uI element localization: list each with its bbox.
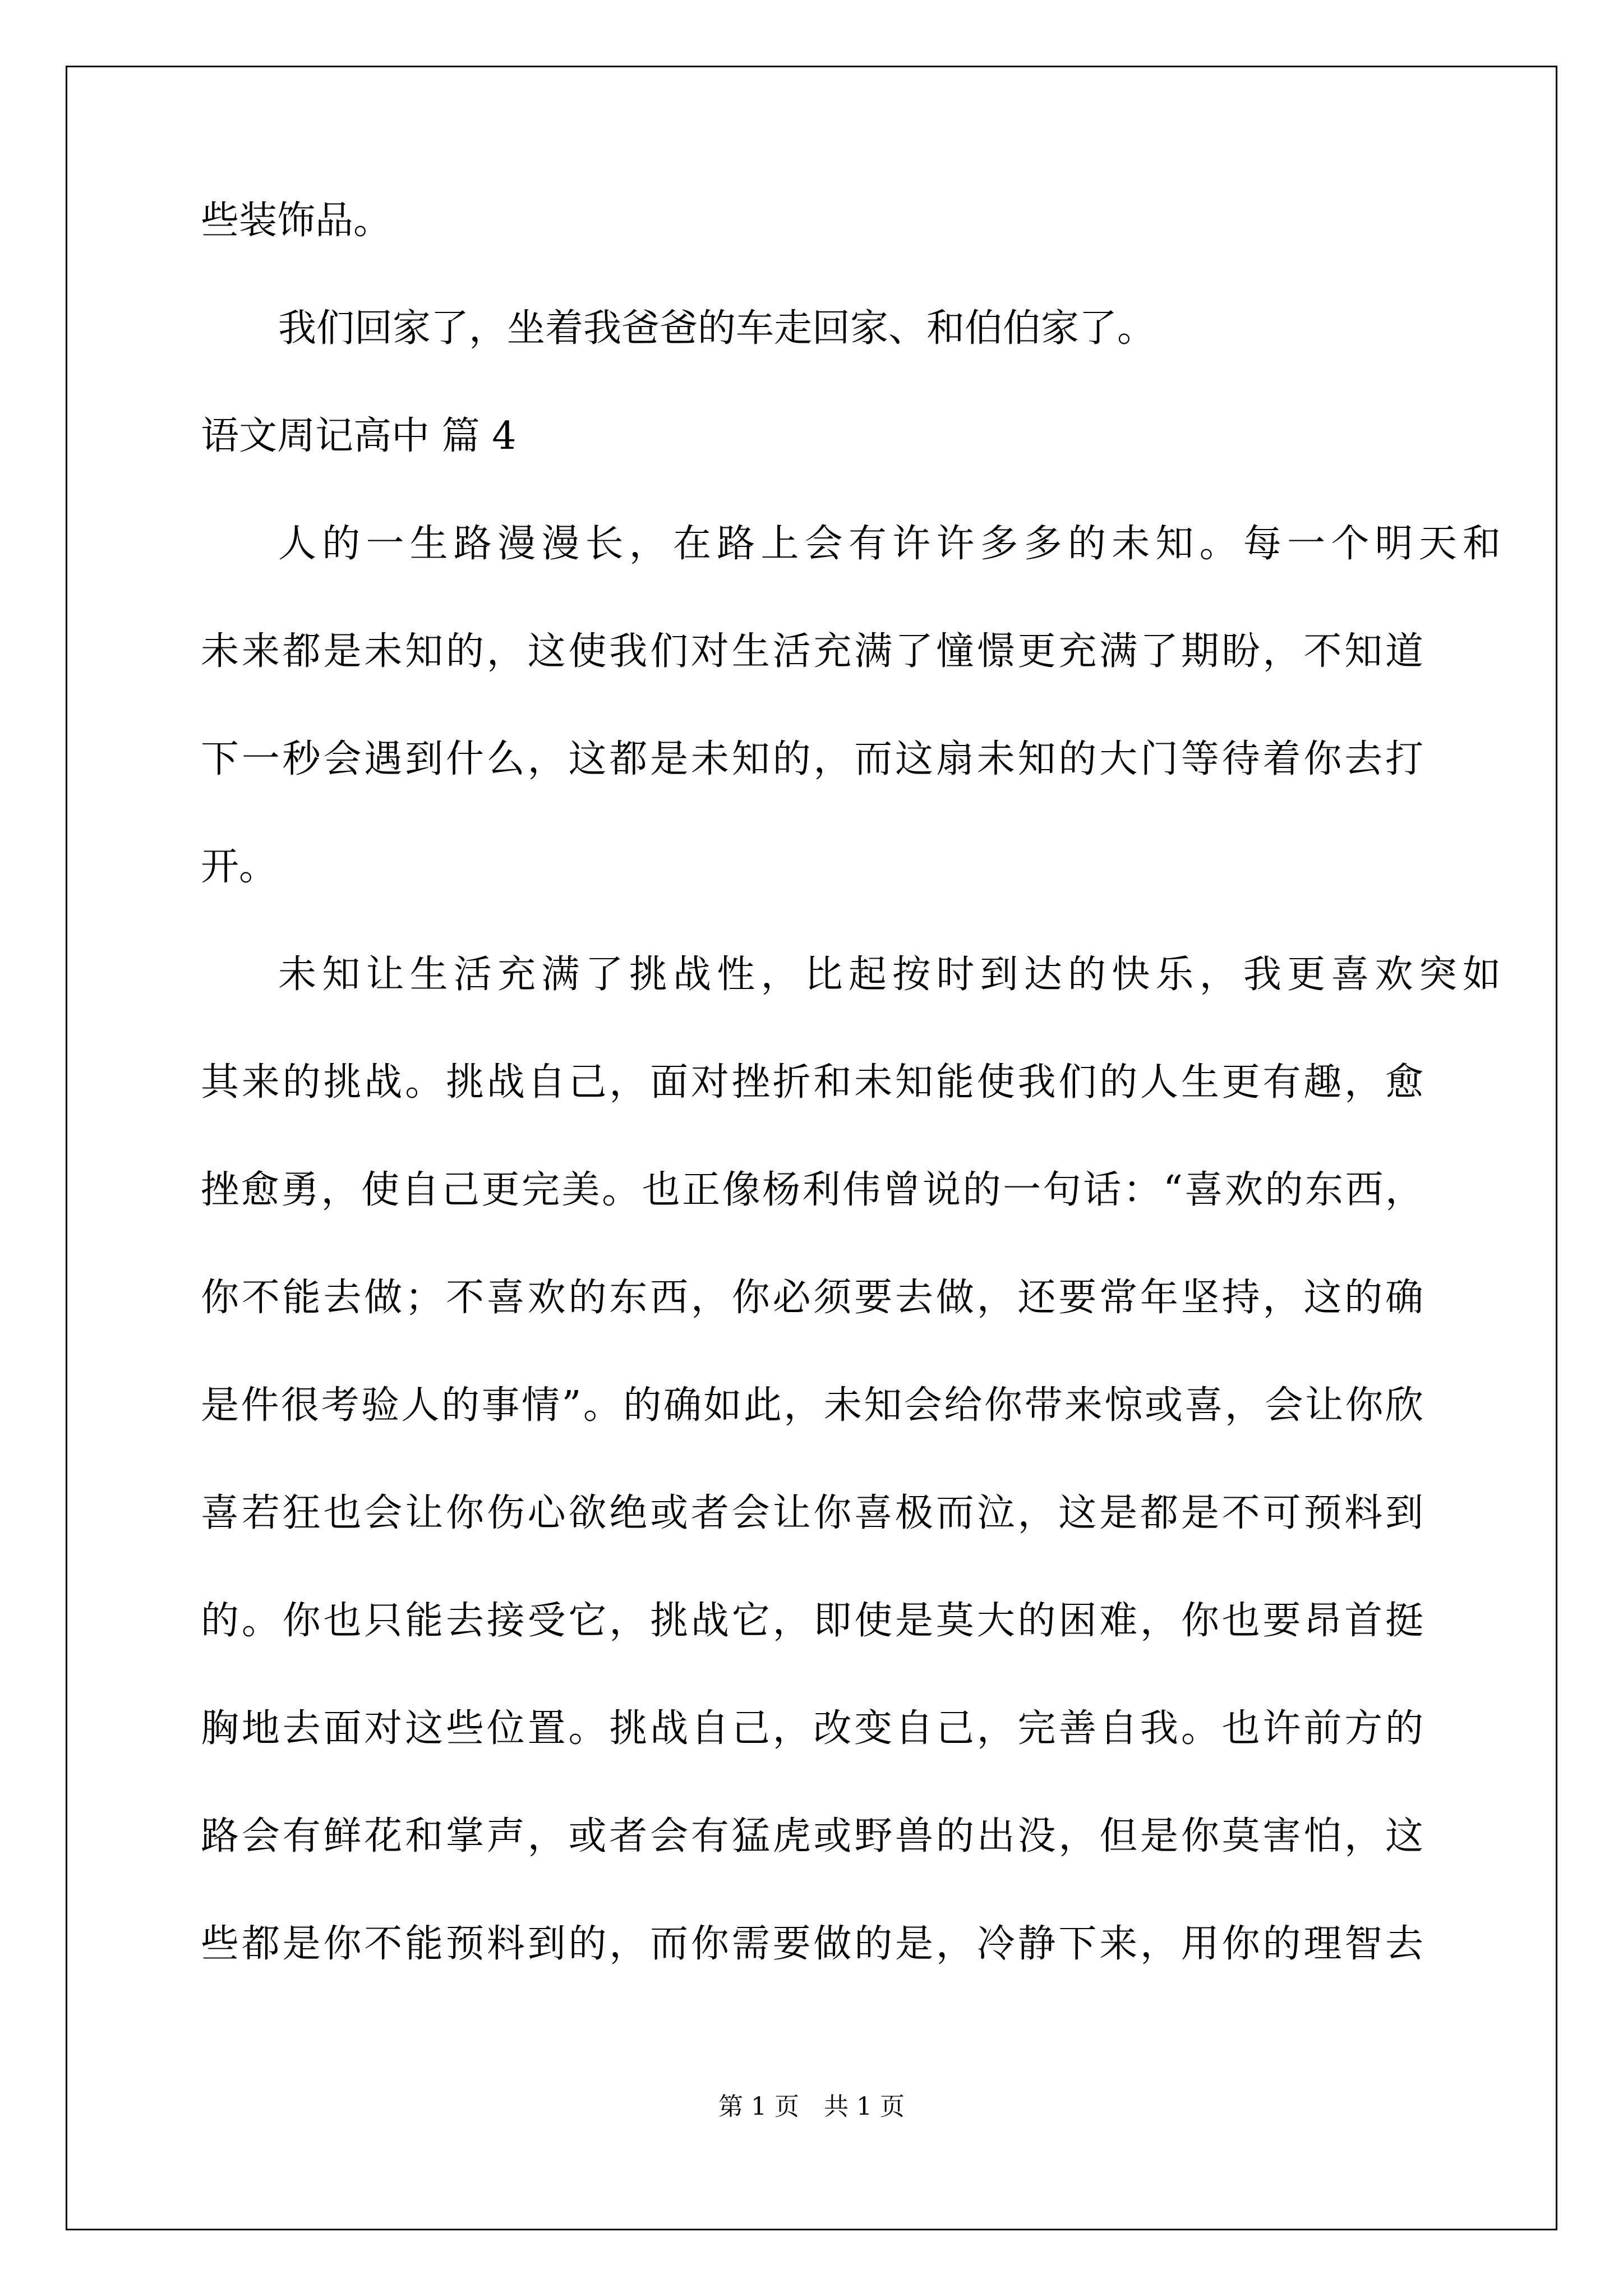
paragraph-line: 些装饰品。 [201, 199, 392, 243]
paragraph-line: 路会有鲜花和掌声，或者会有猛虎或野兽的出没，但是你莫害怕，这 [201, 1814, 1423, 1858]
paragraph-line: 开。 [201, 845, 278, 889]
paragraph-line: 下一秒会遇到什么，这都是未知的，而这扇未知的大门等待着你去打 [201, 737, 1423, 781]
section-heading: 语文周记高中 篇 4 [201, 414, 517, 458]
paragraph-line: 喜若狂也会让你伤心欲绝或者会让你喜极而泣，这是都是不可预料到 [201, 1491, 1423, 1535]
paragraph-line: 是件很考验人的事情”。的确如此，未知会给你带来惊或喜，会让你欣 [201, 1383, 1423, 1428]
paragraph-line: 你不能去做；不喜欢的东西，你必须要去做，还要常年坚持，这的确 [201, 1276, 1423, 1320]
paragraph-line: 胸地去面对这些位置。挑战自己，改变自己，完善自我。也许前方的 [201, 1706, 1423, 1751]
page-number-footer: 第 1 页 共 1 页 [718, 2092, 905, 2121]
paragraph-line: 未来都是未知的，这使我们对生活充满了憧憬更充满了期盼，不知道 [201, 629, 1423, 674]
paragraph-line: 些都是你不能预料到的，而你需要做的是，冷静下来，用你的理智去 [201, 1922, 1423, 1966]
paragraph-line: 挫愈勇，使自己更完美。也正像杨利伟曾说的一句话：“喜欢的东西， [201, 1168, 1423, 1212]
paragraph-line: 其来的挑战。挑战自己，面对挫折和未知能使我们的人生更有趣，愈 [201, 1060, 1423, 1105]
document-body [201, 199, 1501, 2033]
paragraph-line: 我们回家了，坐着我爸爸的车走回家、和伯伯家了。 [278, 306, 1156, 351]
paragraph-line: 的。你也只能去接受它，挑战它，即使是莫大的困难，你也要昂首挺 [201, 1599, 1423, 1643]
paragraph-line: 未知让生活充满了挑战性，比起按时到达的快乐，我更喜欢突如 [278, 953, 1501, 997]
paragraph-line: 人的一生路漫漫长，在路上会有许许多多的未知。每一个明天和 [278, 522, 1501, 566]
